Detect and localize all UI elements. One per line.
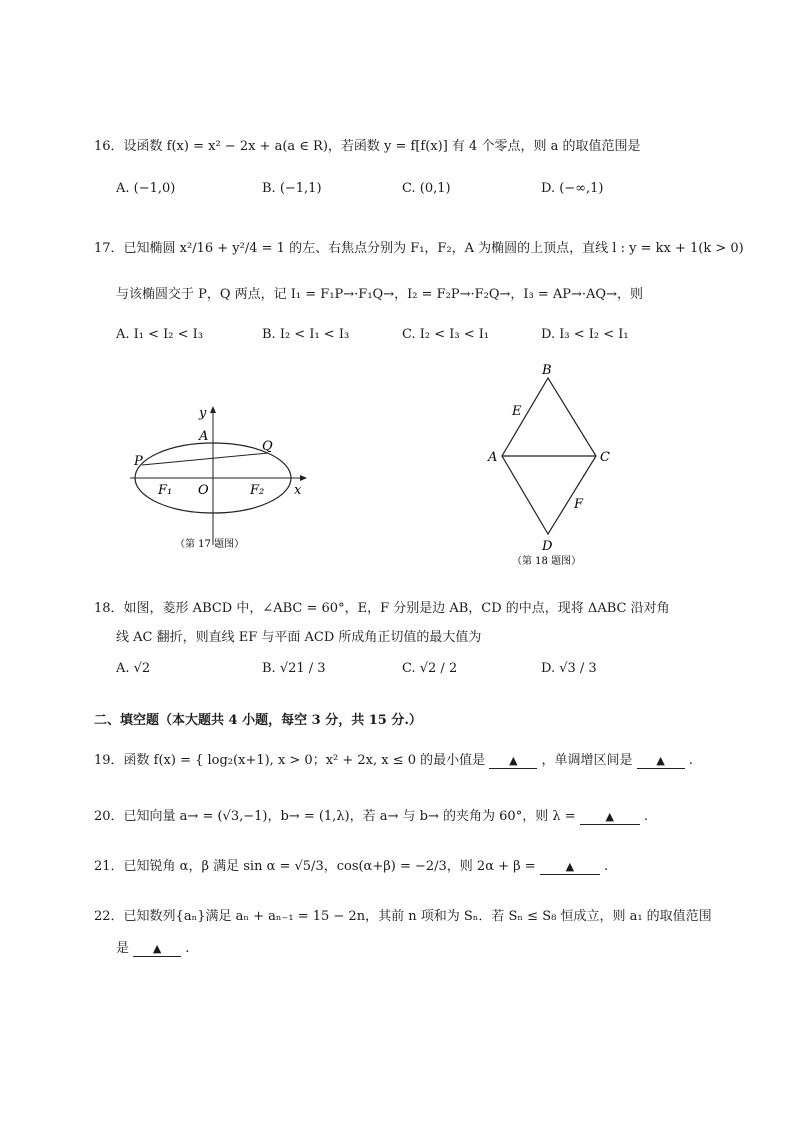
- q17-figure-caption: （第 17 题图）: [175, 539, 245, 550]
- q18-option-a: A. √2: [116, 661, 151, 676]
- label-q: Q: [262, 439, 273, 454]
- q18-option-d: D. √3 / 3: [541, 661, 597, 676]
- q19-stem: 19．函数 f(x) = { log₂(x+1), x > 0；x² + 2x, x ≤ 0 的最小值是: [94, 753, 486, 768]
- q20-blank[interactable]: ▲: [580, 810, 640, 825]
- q19-line: [94, 752, 693, 770]
- q17-stem-line1: 17．已知椭圆 x²/16 + y²/4 = 1 的左、右焦点分别为 F₁，F₂，A 为椭圆的上顶点，直线 l : y = kx + 1(k > 0): [94, 241, 744, 256]
- x-axis-arrow: [300, 475, 307, 481]
- label-a: A: [488, 450, 498, 465]
- q21-stem: 21．已知锐角 α，β 满足 sin α = √5/3，cos(α+β) = −2/3，则 2α + β =: [94, 859, 536, 874]
- q18-figure-caption: （第 18 题图）: [512, 556, 582, 567]
- q22-blank[interactable]: ▲: [133, 942, 181, 957]
- label-f2: F₂: [250, 483, 265, 498]
- q18-stem-line1: 18．如图，菱形 ABCD 中，∠ABC = 60°，E，F 分别是边 AB，CD 的中点，现将 ΔABC 沿对角: [94, 601, 670, 616]
- q18-option-b: B. √21 / 3: [262, 661, 326, 676]
- q17-option-d: D. I₃ < I₂ < I₁: [541, 327, 629, 342]
- q18-option-c: C. √2 / 2: [402, 661, 458, 676]
- q17-option-a: A. I₁ < I₂ < I₃: [116, 327, 204, 342]
- label-b: B: [542, 363, 552, 378]
- q22-end: .: [185, 941, 190, 956]
- line-pq: [142, 453, 268, 465]
- q20-line: [94, 808, 648, 826]
- label-f: F: [574, 497, 584, 512]
- q16-option-b: B. (−1,1): [262, 181, 322, 196]
- q17-stem-line2: 与该椭圆交于 P，Q 两点，记 I₁ = F₁P→·F₁Q→，I₂ = F₂P→·F₂Q→，I₃ = AP→·AQ→，则: [116, 287, 643, 302]
- label-d: D: [542, 539, 553, 554]
- label-p: P: [134, 454, 143, 469]
- label-f1: F₁: [158, 483, 173, 498]
- q19-blank-2[interactable]: ▲: [637, 754, 685, 769]
- q22-stem-line2: 是: [116, 941, 130, 956]
- section2-heading: 二、填空题（本大题共 4 小题，每空 3 分，共 15 分.）: [94, 713, 422, 728]
- label-y: y: [199, 406, 207, 421]
- q16-option-d: D. (−∞,1): [541, 181, 604, 196]
- label-e: E: [512, 404, 522, 419]
- q21-line: [94, 858, 608, 876]
- q16-stem: 16．设函数 f(x) = x² − 2x + a(a ∈ R)，若函数 y = f[f(x)] 有 4 个零点，则 a 的取值范围是: [94, 139, 641, 154]
- q19-blank-1[interactable]: ▲: [489, 754, 537, 769]
- q20-stem: 20．已知向量 a→ = (√3,−1)，b→ = (1,λ)，若 a→ 与 b→ 的夹角为 60°，则 λ =: [94, 809, 576, 824]
- label-o: O: [198, 483, 209, 498]
- q17-figure: [120, 395, 320, 555]
- label-c: C: [600, 450, 610, 465]
- q18-figure: [478, 358, 628, 573]
- q19-end: .: [688, 753, 693, 768]
- q17-option-b: B. I₂ < I₁ < I₃: [262, 327, 350, 342]
- q16-option-a: A. (−1,0): [116, 181, 176, 196]
- q18-stem-line2: 线 AC 翻折，则直线 EF 与平面 ACD 所成角正切值的最大值为: [116, 630, 482, 645]
- q21-blank[interactable]: ▲: [540, 860, 600, 875]
- q17-option-c: C. I₂ < I₃ < I₁: [402, 327, 490, 342]
- q22-line2: [116, 940, 189, 958]
- q21-end: .: [603, 859, 609, 874]
- label-x: x: [294, 483, 302, 498]
- q16-option-c: C. (0,1): [402, 181, 451, 196]
- q19-stem-mid: ，单调增区间是: [541, 753, 633, 768]
- y-axis-arrow: [210, 406, 216, 413]
- label-a: A: [199, 429, 209, 444]
- q22-stem-line1: 22．已知数列{aₙ}满足 aₙ + aₙ₋₁ = 15 − 2n，其前 n 项和为 Sₙ．若 Sₙ ≤ S₈ 恒成立，则 a₁ 的取值范围: [94, 909, 712, 924]
- q20-end: .: [643, 809, 649, 824]
